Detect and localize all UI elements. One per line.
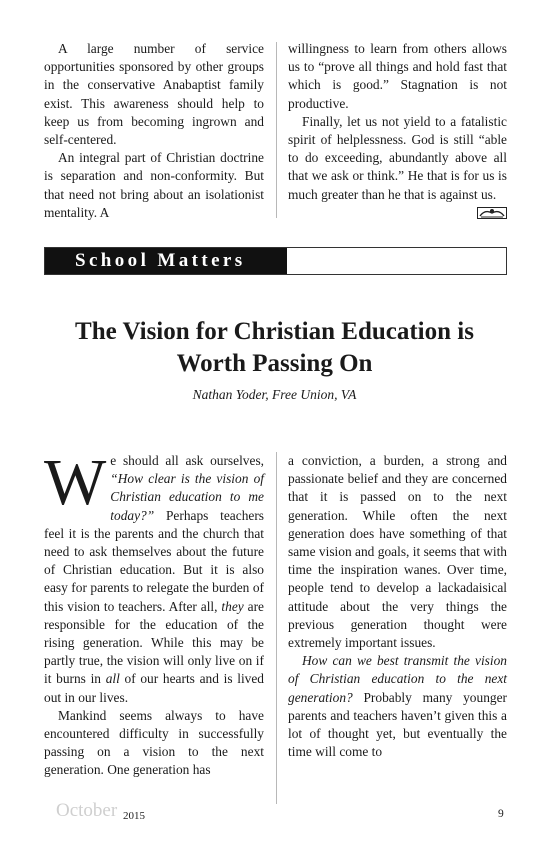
text-run: e should all ask ourselves,	[110, 453, 264, 468]
text-run: Perhaps teachers feel it is the parents and the church that need to ask themselves about the future of Christian education. But it is also easy for parents to relegate the burden of this vision to teachers. After all,	[44, 507, 264, 614]
article-left-column	[44, 446, 264, 780]
column-divider	[276, 452, 277, 804]
top-right-column	[288, 40, 507, 219]
article-title: The Vision for Christian Education is Worth Passing On	[75, 318, 474, 377]
end-of-article-icon	[477, 207, 507, 219]
paragraph	[44, 446, 264, 707]
footer-month: October	[56, 800, 118, 821]
italic-word: all	[105, 671, 120, 687]
italic-question: “How clear is the vision of Christian education to me today?”	[110, 471, 264, 523]
article-byline: Nathan Yoder, Free Union, VA	[192, 387, 357, 402]
column-divider	[276, 42, 277, 218]
paragraph-text: Finally, let us not yield to a fatalistic spirit of helplessness. God is still “able to do exceeding, abundantly above all that we ask or think.” He that is for us is much greater than he that is against us.	[288, 113, 507, 202]
article-right-column	[288, 452, 507, 761]
page-number: 9	[498, 808, 504, 820]
section-banner	[44, 247, 507, 275]
paragraph: An integral part of Christian doctrine is separation and non-conformity. But that need not bring about an isolationist mentality. A	[44, 150, 264, 220]
text-run: of our hearts and is lived out in our lives.	[44, 671, 264, 705]
paragraph	[288, 652, 507, 761]
section-title: School Matters	[75, 250, 246, 271]
paragraph: Mankind seems always to have encountered difficulty in successfully passing on a vision to the next generation. One generation has	[44, 707, 264, 778]
footer-year: 2015	[123, 810, 145, 822]
text-run: Probably many younger parents and teachers haven’t given this a lot of thought yet, but eventually the time will come to	[288, 689, 507, 760]
paragraph: a conviction, a burden, a strong and passionate belief and they are concerned that it is passed on to the next generation. While often the next generation does have something of that same vision and goals, it seems that with time the inspiration wanes. Over time, people tend to develop a lackadaisical attitude about the very things the previous generation thought were extremely important issues.	[288, 453, 507, 651]
paragraph	[288, 113, 507, 204]
top-left-column	[44, 40, 264, 222]
text-run: are responsible for the education of the rising generation. While this may be partly true, the vision will only live on if it burns in	[44, 598, 264, 687]
drop-cap: W	[44, 446, 107, 519]
paragraph: A large number of service opportunities sponsored by other groups in the conservative Anabaptist family exist. This awareness should help to keep us from becoming ingrown and self-centered.	[44, 41, 264, 148]
italic-word: they	[221, 598, 244, 614]
paragraph: willingness to learn from others allows us to “prove all things and hold fast that which is good.” Stagnation is not productive.	[288, 41, 507, 111]
italic-question: How can we best transmit the vision of Christian education to the next generation?	[288, 653, 507, 705]
